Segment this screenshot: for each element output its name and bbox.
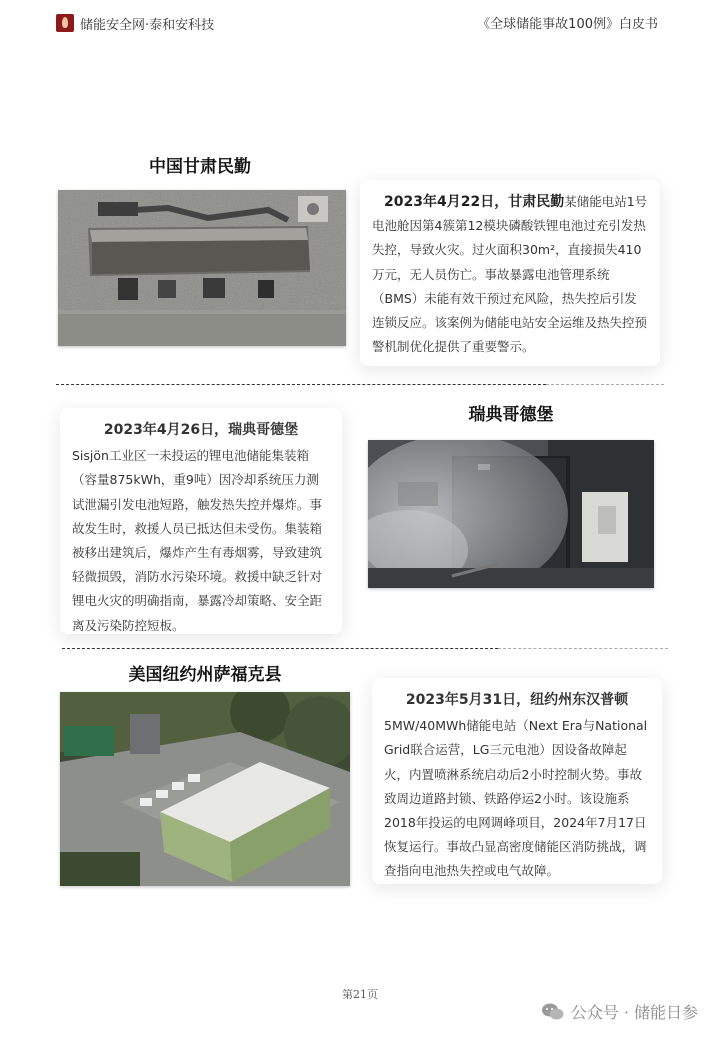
case3-photo [60,692,350,886]
case2-date-place: 2023年4月26日，瑞典哥德堡 [103,422,299,438]
wechat-watermark [541,1000,698,1023]
case1-body: 某储能电站1号电池舱因第4簇第12模块磷酸铁锂电池过充引发热失控，导致火灾。过火面积30m²，直接损失410万元，无人员伤亡。事故暴露电池管理系统（BMS）未能有效干预过充风险，热失控后引发连锁反应。该案例为储能电站安全运维及热失控预警机制优化提供了重要警示。 [372,194,648,355]
header-brand [56,12,214,34]
wechat-icon [541,1002,565,1022]
divider-2-tail [498,648,668,649]
case3-date-place: 2023年5月31日，纽约州东汉普顿 [405,692,629,708]
case3-body: 5MW/40MWh储能电站（Next Era与National Grid联合运营，LG三元电池）因设备故障起火，内置喷淋系统启动后2小时控制火势。事故致周边道路封锁、铁路停运2小时。该设施系2018年投运的电网调峰项目，2024年7月17日恢复运行。事故凸显高密度储能区消防挑战，调查指向电池热失控或电气故障。 [384,718,648,879]
wechat-account-name: 公众号 · 储能日参 [570,1003,698,1022]
case1-location-title: 中国甘肃民勤 [149,157,251,177]
case2-location-title: 瑞典哥德堡 [468,405,554,425]
case2-photo [368,440,654,588]
case2-body: Sisjön工业区一未投运的锂电池储能集装箱（容量875kWh，重9吨）因冷却系统压力测试泄漏引发电池短路，触发热失控并爆炸。事故发生时，救援人员已抵达但未受伤。集装箱被移出建筑后，爆炸产生有毒烟雾，导致建筑轻微损毁，消防水污染环境。救援中缺乏针对锂电火灾的明确指南，暴露冷却策略、安全距离及污染防控短板。 [72,448,323,633]
case2-text-card [60,408,342,634]
page-number: 第21页 [342,988,378,1001]
case1-photo [58,190,346,346]
divider-1-tail [546,384,664,385]
case1-date-place: 2023年4月22日，甘肃民勤 [384,194,565,210]
brand-logo-icon [56,14,74,32]
divider-1 [56,384,546,385]
case1-text-card [360,180,660,366]
document-title: 《全球储能事故100例》白皮书 [477,17,658,32]
case3-text-card [372,678,662,884]
divider-2 [62,648,498,649]
case3-location-title: 美国纽约州萨福克县 [128,665,282,685]
brand-name: 储能安全网·泰和安科技 [80,17,215,33]
